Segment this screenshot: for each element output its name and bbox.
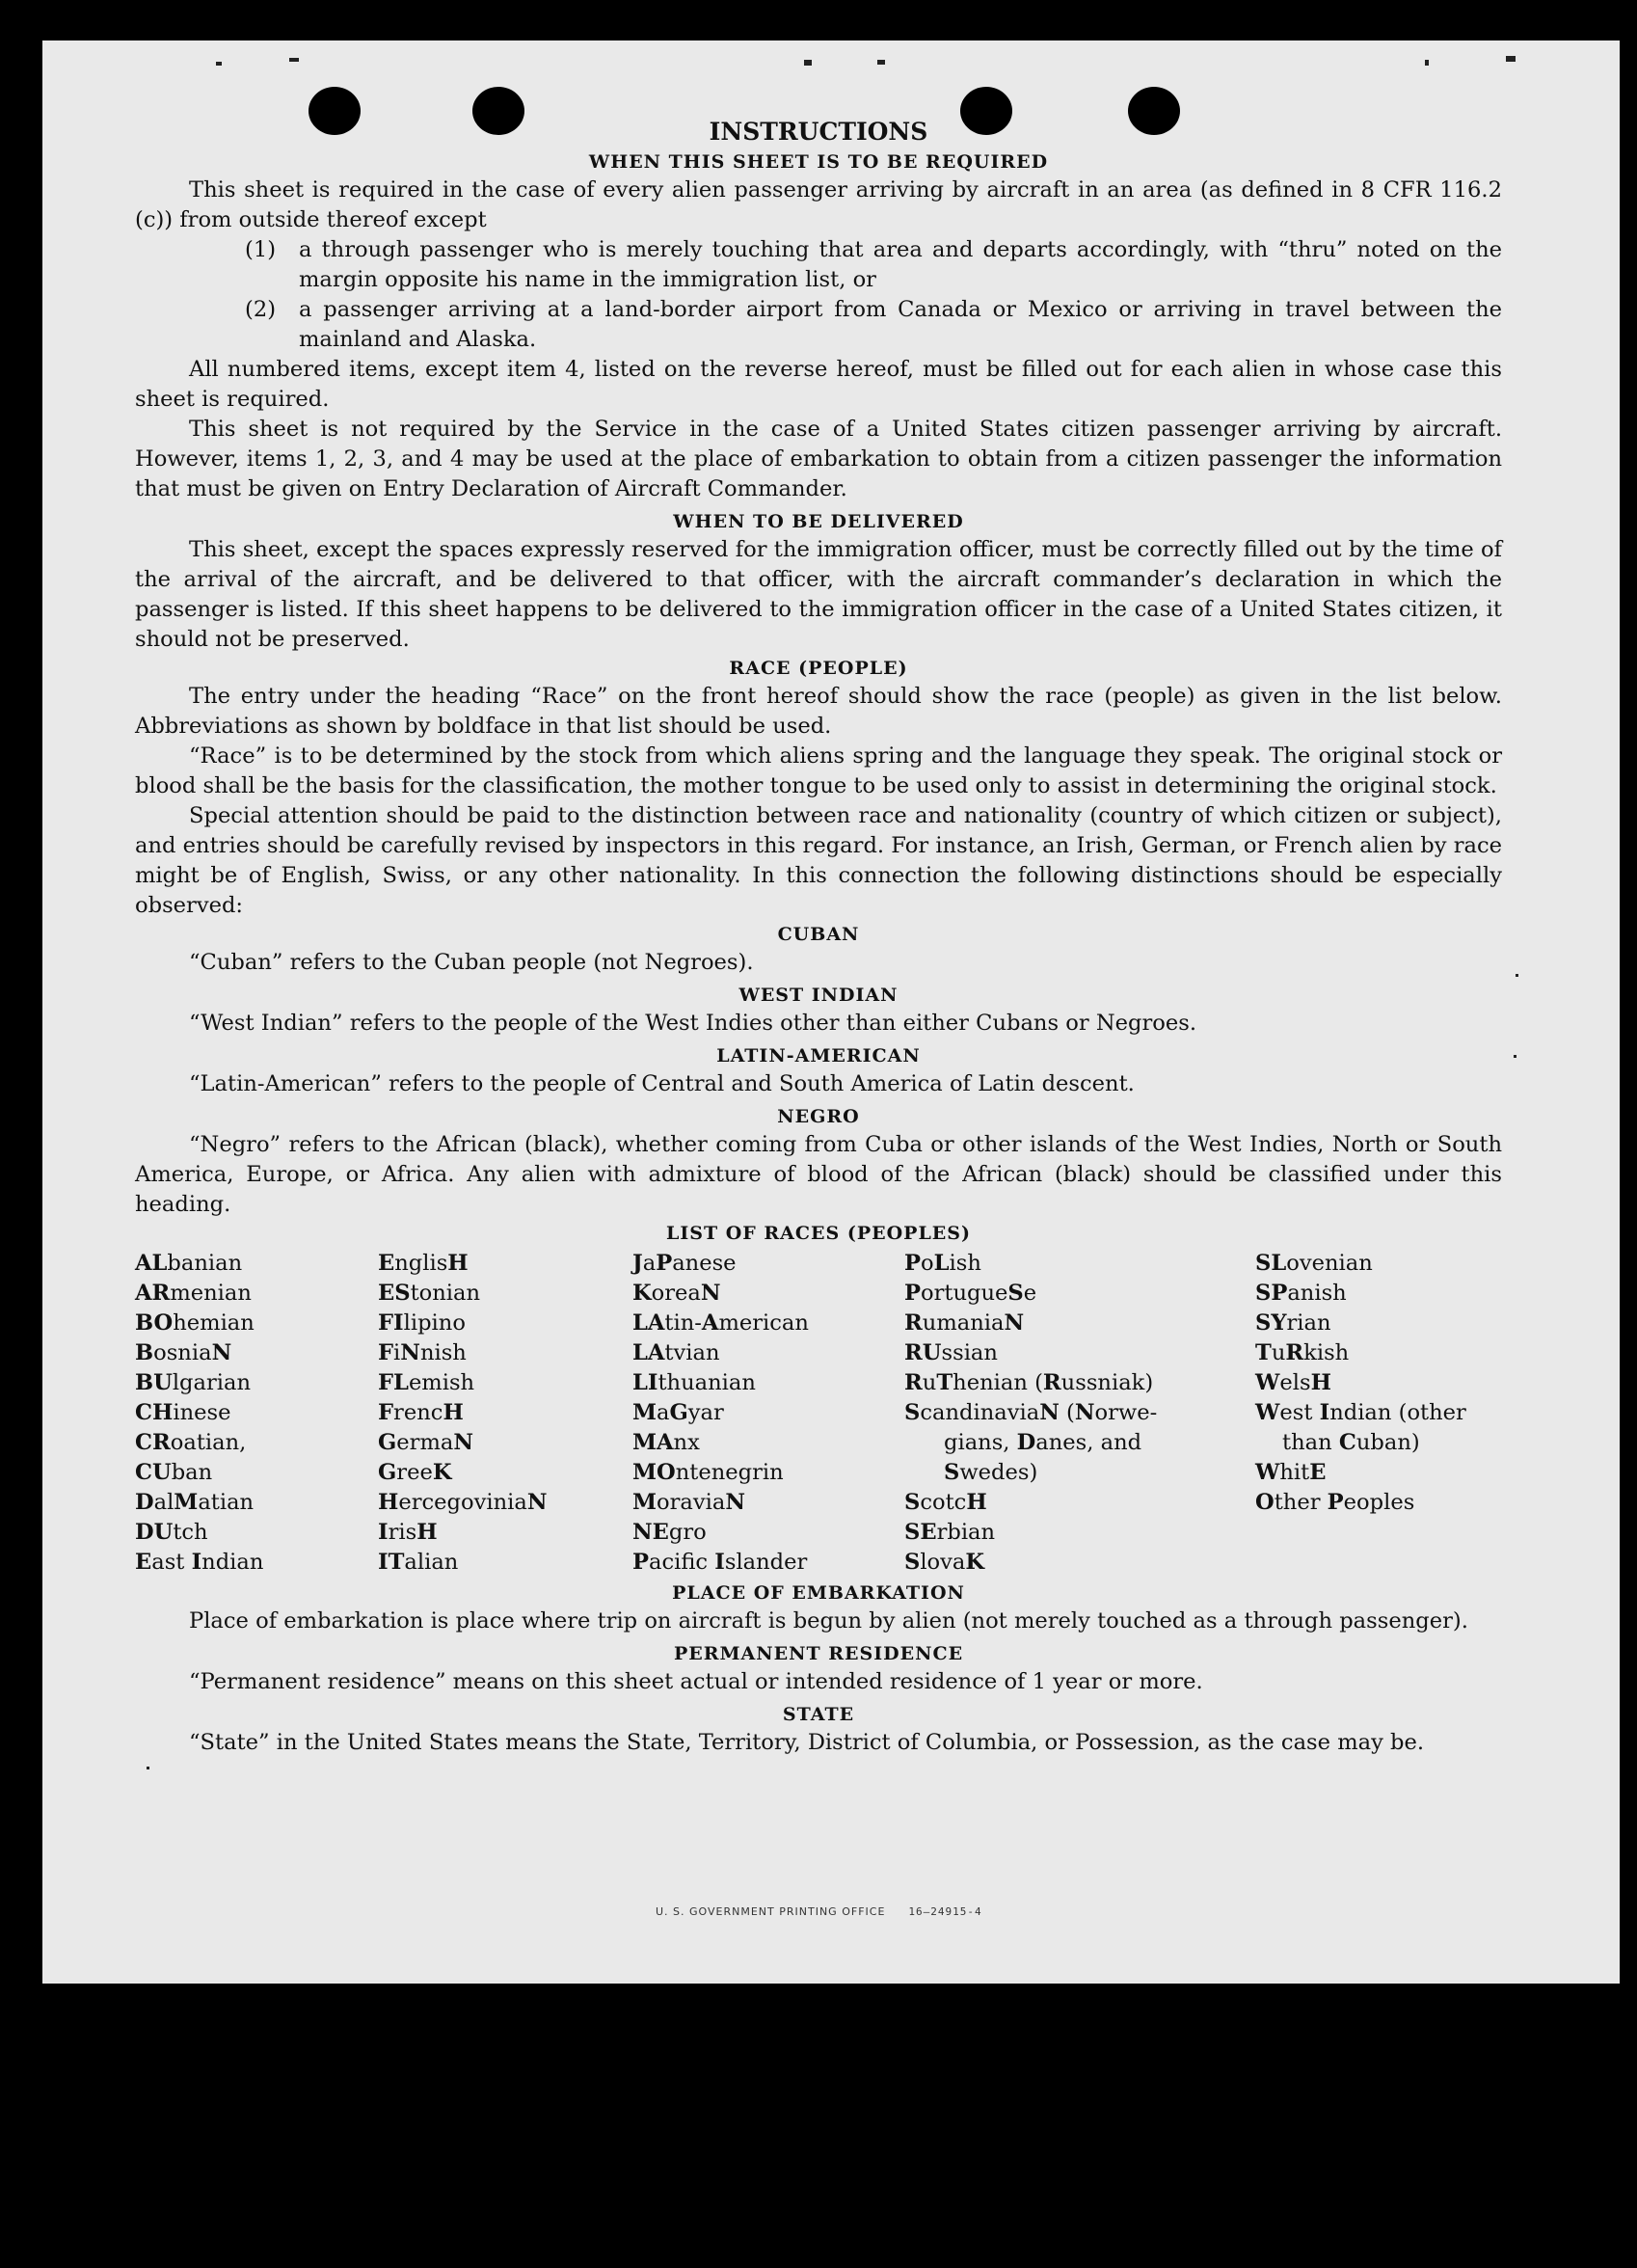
- race-entry-continued: than Cuban): [1282, 1430, 1420, 1455]
- scan-speck: [804, 60, 812, 66]
- races-column: [135, 1249, 378, 1578]
- definition-cuban: “Cuban” refers to the Cuban people (not Negroes).: [189, 950, 754, 975]
- section-heading-embarkation: PLACE OF EMBARKATION: [672, 1582, 965, 1604]
- race-entry: TuRkish: [1255, 1340, 1350, 1365]
- race-entry: MAnx: [632, 1430, 700, 1455]
- race-entry: MOntenegrin: [632, 1460, 784, 1485]
- race-entry: BosniaN: [135, 1340, 232, 1365]
- item-number: (1): [245, 237, 277, 262]
- race-entry: FiNnish: [378, 1340, 467, 1365]
- definition-west-indian: “West Indian” refers to the people of the West Indies other than either Cubans or Negroes.: [189, 1011, 1197, 1036]
- paragraph: All numbered items, except item 4, listed on the reverse hereof, must be filled out for each alien in whose case this sheet is required.: [135, 357, 1502, 412]
- race-entry: GermaN: [378, 1430, 474, 1455]
- race-entry: SPanish: [1255, 1281, 1347, 1306]
- race-entry: SErbian: [904, 1520, 996, 1545]
- paragraph: The entry under the heading “Race” on the front hereof should show the race (people) as given in the list below. Abbreviations as shown by boldface in that list should be used.: [135, 684, 1502, 739]
- races-list: [135, 1249, 1502, 1578]
- form-code: 16—24915-4: [908, 1905, 982, 1918]
- race-entry-continued: gians, Danes, and: [944, 1430, 1142, 1455]
- section-heading-west-indian: WEST INDIAN: [738, 985, 899, 1006]
- race-entry: BUlgarian: [135, 1370, 252, 1395]
- race-entry: SLovenian: [1255, 1251, 1373, 1276]
- section-heading-latin-american: LATIN-AMERICAN: [716, 1045, 921, 1066]
- race-entry: IrisH: [378, 1520, 438, 1545]
- race-entry: WelsH: [1255, 1370, 1331, 1395]
- race-entry: CRoatian,: [135, 1430, 247, 1455]
- race-entry: East Indian: [135, 1550, 264, 1575]
- race-entry: DUtch: [135, 1520, 208, 1545]
- race-entry: ARmenian: [135, 1281, 252, 1306]
- section-heading-permanent-residence: PERMANENT RESIDENCE: [673, 1643, 964, 1664]
- race-entry: ITalian: [378, 1550, 459, 1575]
- race-entry: ScandinaviaN (Norwe-: [904, 1400, 1158, 1425]
- scan-speck: [216, 62, 222, 66]
- races-column: [632, 1249, 904, 1578]
- races-column: [378, 1249, 632, 1578]
- race-entry: SYrian: [1255, 1310, 1331, 1336]
- race-entry: CHinese: [135, 1400, 231, 1425]
- paragraph: This sheet is required in the case of every alien passenger arriving by aircraft in an area (as defined in 8 CFR 116.2 (c)) from outside thereof except: [135, 177, 1502, 232]
- paragraph: This sheet, except the spaces expressly reserved for the immigration officer, must be correctly filled out by the time of the arrival of the aircraft, and be delivered to that officer, with the aircraft commander’s declaration in which the passenger is listed. If this sheet happens to be delivered to the immigration officer in the case of a United States citizen, it should not be preserved.: [135, 537, 1502, 652]
- race-entry: FLemish: [378, 1370, 475, 1395]
- numbered-item: [245, 235, 1502, 295]
- race-entry: KoreaN: [632, 1281, 721, 1306]
- scan-speck: [1506, 56, 1516, 62]
- paragraph: Place of embarkation is place where trip on aircraft is begun by alien (not merely touched as a through passenger).: [189, 1608, 1468, 1634]
- race-entry: FrencH: [378, 1400, 464, 1425]
- race-entry: RuThenian (Russniak): [904, 1370, 1154, 1395]
- scan-speck: [1516, 974, 1518, 977]
- section-heading-race: RACE (PEOPLE): [729, 658, 908, 679]
- race-entry: BOhemian: [135, 1310, 255, 1336]
- race-entry: SlovaK: [904, 1550, 985, 1575]
- race-entry: RumaniaN: [904, 1310, 1025, 1336]
- race-entry: PoLish: [904, 1251, 981, 1276]
- race-entry: MaGyar: [632, 1400, 724, 1425]
- page-title: INSTRUCTIONS: [709, 118, 928, 146]
- race-entry: EStonian: [378, 1281, 481, 1306]
- race-entry: FIlipino: [378, 1310, 466, 1336]
- section-heading-when-delivered: WHEN TO BE DELIVERED: [673, 511, 964, 532]
- race-entry: RUssian: [904, 1340, 998, 1365]
- section-heading-negro: NEGRO: [777, 1106, 860, 1127]
- item-number: (2): [245, 297, 277, 322]
- races-column: [904, 1249, 1255, 1578]
- definition-negro: “Negro” refers to the African (black), whether coming from Cuba or other islands of the West Indies, North or South America, Europe, or Africa. Any alien with admixture of blood of the African (black) should be classified under this heading.: [135, 1132, 1502, 1217]
- paragraph: “Permanent residence” means on this sheet actual or intended residence of 1 year or more.: [189, 1669, 1203, 1694]
- race-entry: Other Peoples: [1255, 1490, 1415, 1515]
- races-column: [1255, 1249, 1502, 1578]
- scan-speck: [289, 58, 299, 62]
- race-entry: NEgro: [632, 1520, 707, 1545]
- race-entry: ALbanian: [135, 1251, 243, 1276]
- section-heading-list-of-races: LIST OF RACES (PEOPLES): [666, 1223, 971, 1244]
- item-text: a passenger arriving at a land-border airport from Canada or Mexico or arriving in travel between the mainland and Alaska.: [299, 297, 1502, 352]
- paragraph: This sheet is not required by the Service in the case of a United States citizen passenger arriving by aircraft. However, items 1, 2, 3, and 4 may be used at the place of embarkation to obtain from a citizen passenger the information that must be given on Entry Declaration of Aircraft Commander.: [135, 417, 1502, 501]
- section-heading-when-required: WHEN THIS SHEET IS TO BE REQUIRED: [588, 151, 1049, 173]
- scan-speck: [147, 1767, 149, 1769]
- race-entry: CUban: [135, 1460, 213, 1485]
- race-entry: DalMatian: [135, 1490, 255, 1515]
- item-text: a through passenger who is merely touching that area and departs accordingly, with “thru” noted on the margin opposite his name in the immigration list, or: [299, 237, 1502, 292]
- scan-speck: [1425, 60, 1429, 66]
- numbered-item: [245, 295, 1502, 355]
- race-entry: LAtin-American: [632, 1310, 809, 1336]
- race-entry-continued: Swedes): [944, 1460, 1038, 1485]
- race-entry: JaPanese: [632, 1251, 737, 1276]
- race-entry: PortugueSe: [904, 1281, 1037, 1306]
- race-entry: ScotcH: [904, 1490, 987, 1515]
- definition-latin-american: “Latin-American” refers to the people of Central and South America of Latin descent.: [189, 1071, 1135, 1096]
- race-entry: HercegoviniaN: [378, 1490, 548, 1515]
- paragraph: “State” in the United States means the State, Territory, District of Columbia, or Possession, as the case may be.: [189, 1730, 1425, 1755]
- race-entry: GreeK: [378, 1460, 452, 1485]
- race-entry: EnglisH: [378, 1251, 469, 1276]
- race-entry: LIthuanian: [632, 1370, 756, 1395]
- instructions-body: [135, 116, 1502, 1758]
- section-heading-state: STATE: [782, 1704, 855, 1725]
- race-entry: Pacific Islander: [632, 1550, 808, 1575]
- race-entry: MoraviaN: [632, 1490, 746, 1515]
- paragraph: Special attention should be paid to the distinction between race and nationality (country of which citizen or subject), and entries should be carefully revised by inspectors in this regard. For instance, an Irish, German, or French alien by race might be of English, Swiss, or any other nationality. In this connection the following distinctions should be especially observed:: [135, 803, 1502, 918]
- scan-speck: [877, 60, 885, 65]
- section-heading-cuban: CUBAN: [777, 924, 860, 945]
- scan-speck: [1514, 1055, 1516, 1058]
- printer-imprint: [656, 1905, 982, 1918]
- race-entry: WhitE: [1255, 1460, 1327, 1485]
- race-entry: West Indian (other: [1255, 1400, 1466, 1425]
- paragraph: “Race” is to be determined by the stock from which aliens spring and the language they speak. The original stock or blood shall be the basis for the classification, the mother tongue to be used only to assist in determining the original stock.: [135, 743, 1502, 798]
- printer-name: U. S. GOVERNMENT PRINTING OFFICE: [656, 1905, 886, 1918]
- race-entry: LAtvian: [632, 1340, 720, 1365]
